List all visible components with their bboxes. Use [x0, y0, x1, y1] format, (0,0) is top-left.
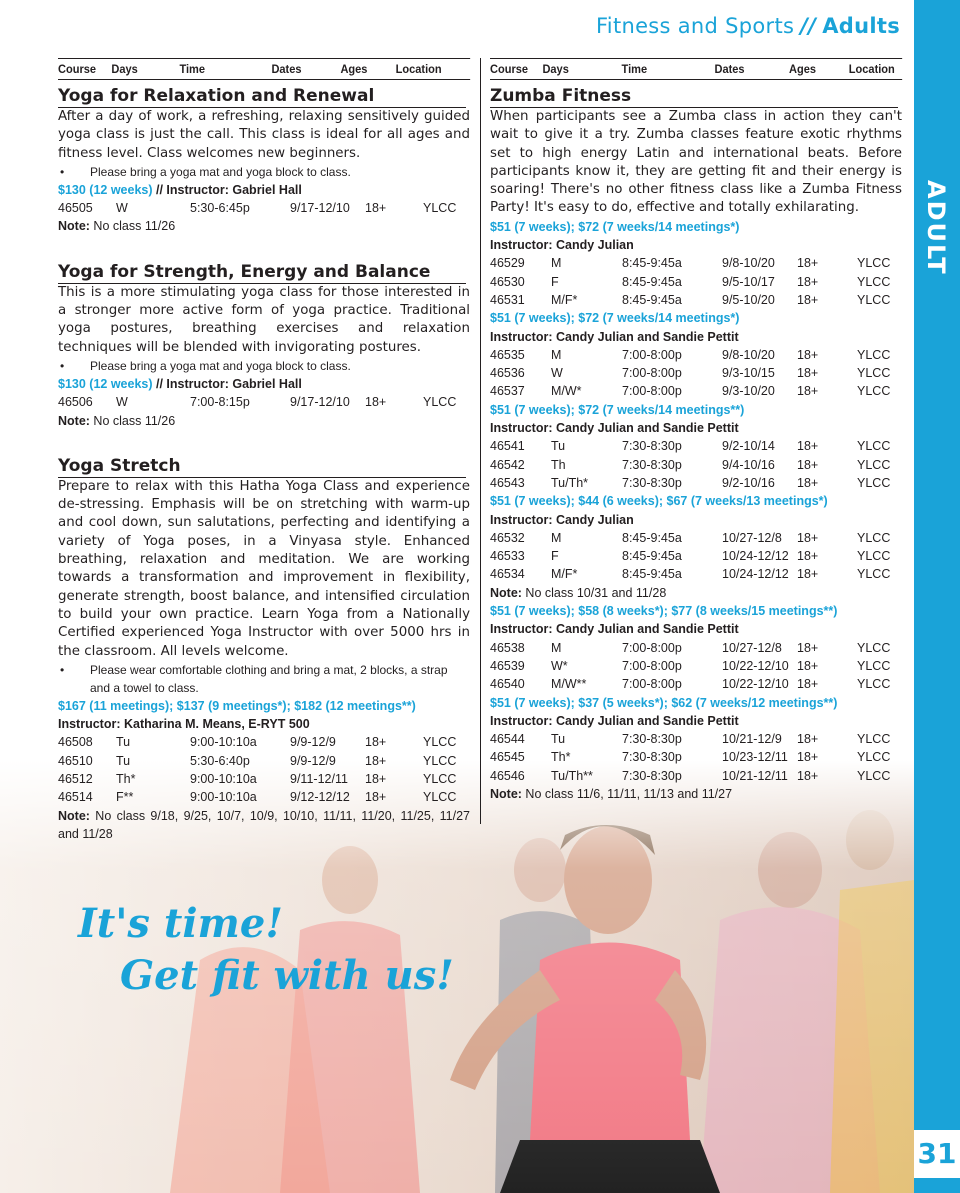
row-ages: 18+	[797, 549, 819, 564]
audience-title: Adults	[822, 14, 900, 38]
table-row	[490, 291, 902, 309]
row-course: 46542	[490, 457, 525, 472]
table-row	[58, 733, 470, 751]
tagline-line-1: It's time!	[78, 900, 283, 947]
course-bullet: • Please bring a yoga mat and yoga block to class.	[58, 357, 470, 375]
page-number: 31	[914, 1130, 960, 1178]
row-ages: 18+	[797, 530, 819, 545]
row-dates: 9/9-12/9	[290, 735, 336, 750]
row-ages: 18+	[797, 292, 819, 307]
row-location: YLCC	[423, 790, 457, 805]
header-time: Time	[621, 62, 648, 76]
table-row	[490, 767, 902, 785]
price-text: $130 (12 weeks)	[58, 376, 153, 391]
row-location: YLCC	[857, 567, 891, 582]
row-dates: 10/27-12/8	[722, 640, 782, 655]
row-dates: 10/24-12/12	[722, 567, 789, 582]
column-divider	[480, 58, 481, 824]
row-time: 7:00-8:00p	[622, 640, 682, 655]
row-days: M	[551, 640, 562, 655]
row-time: 9:00-10:10a	[190, 790, 257, 805]
table-row	[490, 382, 902, 400]
row-time: 8:45-9:45a	[622, 256, 682, 271]
row-location: YLCC	[857, 677, 891, 692]
course-bullet: • Please wear comfortable clothing and bring a mat, 2 blocks, a strap and a towel to class.	[58, 661, 470, 697]
row-course: 46510	[58, 753, 93, 768]
row-location: YLCC	[423, 395, 457, 410]
row-days: Tu	[116, 753, 131, 768]
header-days: Days	[111, 62, 138, 76]
table-row	[490, 748, 902, 766]
row-location: YLCC	[423, 772, 457, 787]
row-ages: 18+	[797, 677, 819, 692]
row-ages: 18+	[797, 366, 819, 381]
course-note	[58, 807, 470, 844]
row-time: 7:00-8:00p	[622, 347, 682, 362]
row-location: YLCC	[423, 201, 457, 216]
row-ages: 18+	[797, 439, 819, 454]
right-column	[490, 58, 902, 803]
row-ages: 18+	[365, 753, 387, 768]
row-course: 46512	[58, 772, 93, 787]
table-row	[490, 675, 902, 693]
left-column	[58, 58, 470, 843]
row-dates: 9/8-10/20	[722, 256, 775, 271]
table-header	[58, 58, 470, 80]
row-course: 46531	[490, 292, 525, 307]
note-text: No class 9/18, 9/25, 10/7, 10/9, 10/10, 11/11, 11/20, 11/25, 11/27 and 11/28	[58, 808, 470, 841]
row-dates: 10/21-12/11	[722, 768, 788, 783]
row-dates: 9/12-12/12	[290, 790, 350, 805]
header-days: Days	[542, 62, 569, 76]
session-instructor: Instructor: Candy Julian and Sandie Pettit	[490, 713, 739, 728]
row-location: YLCC	[857, 530, 891, 545]
row-time: 7:00-8:00p	[622, 677, 682, 692]
row-dates: 9/9-12/9	[290, 753, 336, 768]
row-time: 7:00-8:15p	[190, 395, 250, 410]
row-days: W*	[551, 658, 568, 673]
row-dates: 10/27-12/8	[722, 530, 782, 545]
row-dates: 10/23-12/11	[722, 750, 788, 765]
row-dates: 9/3-10/15	[722, 366, 775, 381]
row-ages: 18+	[797, 768, 819, 783]
row-course: 46535	[490, 347, 525, 362]
row-time: 8:45-9:45a	[622, 530, 682, 545]
row-days: M	[551, 530, 562, 545]
row-course: 46533	[490, 549, 525, 564]
section-title: Fitness and Sports	[595, 14, 795, 38]
row-course: 46545	[490, 750, 525, 765]
row-days: Tu	[551, 439, 566, 454]
table-row	[58, 788, 470, 806]
tagline-line-2: Get fit with us!	[120, 952, 454, 999]
session-price: $51 (7 weeks); $37 (5 weeks*); $62 (7 weeks/12 meetings**)	[490, 695, 838, 710]
row-days: Tu	[551, 732, 566, 747]
course-price	[58, 375, 470, 393]
session-price: $51 (7 weeks); $72 (7 weeks/14 meetings**)	[490, 402, 745, 417]
course-description: This is a more stimulating yoga class for those interested in a stronger more active form of yoga practice. Traditional yoga postures, breathing exercises and relaxation techniques will be blended with invigorating postures.	[58, 284, 470, 355]
row-location: YLCC	[857, 366, 891, 381]
row-days: Tu	[116, 735, 131, 750]
table-row	[58, 752, 470, 770]
row-ages: 18+	[365, 790, 387, 805]
row-time: 7:30-8:30p	[622, 750, 682, 765]
session-price: $51 (7 weeks); $72 (7 weeks/14 meetings*)	[490, 219, 740, 234]
row-time: 7:30-8:30p	[622, 439, 682, 454]
row-time: 7:30-8:30p	[622, 457, 682, 472]
course-title: Yoga Stretch	[58, 456, 466, 478]
note-label: Note:	[58, 808, 90, 823]
table-row	[490, 730, 902, 748]
course-description: Prepare to relax with this Hatha Yoga Class and experience de-stressing. Emphasis will be on stretching with warm-up and cool down, sun salutations, perfecting and identifying a variety of Yoga poses, in a Vinyasa style. Enhanced breathing, relaxation and meditation. We are working towards a transformation and improvement in flexibility, generate strength, boost balance, and intensified circulation to build your own practice. Learn Yoga from a Nationally Certified experienced Yoga Instructor with over 5000 hrs in the classroom. All levels welcome.	[58, 478, 470, 659]
row-time: 9:00-10:10a	[190, 735, 257, 750]
table-row	[490, 474, 902, 492]
row-location: YLCC	[857, 768, 891, 783]
row-days: M	[551, 347, 562, 362]
row-course: 46539	[490, 658, 525, 673]
row-location: YLCC	[857, 439, 891, 454]
price-text: $130 (12 weeks)	[58, 182, 153, 197]
instructor-text: // Instructor: Gabriel Hall	[152, 376, 302, 391]
row-days: M/F*	[551, 292, 578, 307]
header-location: Location	[395, 62, 442, 76]
row-ages: 18+	[797, 640, 819, 655]
table-row	[58, 393, 470, 411]
row-location: YLCC	[857, 457, 891, 472]
table-row	[490, 657, 902, 675]
row-ages: 18+	[797, 274, 819, 289]
header-course: Course	[490, 62, 529, 76]
note-text: No class 11/6, 11/11, 11/13 and 11/27	[521, 786, 733, 801]
course-description: After a day of work, a refreshing, relaxing sensitively guided yoga class is just the call. This class is ideal for all ages and fitness level. Class welcomes new beginners.	[58, 109, 470, 161]
course-price: $167 (11 meetings); $137 (9 meetings*); $182 (12 meetings**)	[58, 698, 416, 713]
course-instructor: Instructor: Katharina M. Means, E-RYT 500	[58, 717, 310, 732]
row-time: 9:00-10:10a	[190, 772, 257, 787]
row-time: 7:00-8:00p	[622, 366, 682, 381]
row-dates: 9/4-10/16	[722, 457, 775, 472]
row-days: W	[551, 366, 563, 381]
row-dates: 9/11-12/11	[290, 772, 348, 787]
row-time: 5:30-6:40p	[190, 753, 250, 768]
table-row	[58, 199, 470, 217]
row-course: 46546	[490, 768, 525, 783]
row-location: YLCC	[857, 475, 891, 490]
row-dates: 9/17-12/10	[290, 395, 350, 410]
header-separator: //	[800, 14, 817, 38]
row-dates: 9/2-10/16	[722, 475, 775, 490]
row-ages: 18+	[797, 475, 819, 490]
table-row	[490, 364, 902, 382]
row-course: 46541	[490, 439, 525, 454]
row-location: YLCC	[857, 384, 891, 399]
row-ages: 18+	[797, 658, 819, 673]
row-days: M/W**	[551, 677, 587, 692]
note-label: Note:	[490, 585, 522, 600]
row-days: M/F*	[551, 567, 578, 582]
row-dates: 9/3-10/20	[722, 384, 775, 399]
session-price: $51 (7 weeks); $58 (8 weeks*); $77 (8 weeks/15 meetings**)	[490, 604, 838, 619]
course-title: Yoga for Strength, Energy and Balance	[58, 262, 466, 284]
row-time: 5:30-6:45p	[190, 201, 250, 216]
row-ages: 18+	[797, 256, 819, 271]
row-days: Tu/Th**	[551, 768, 593, 783]
row-location: YLCC	[857, 658, 891, 673]
row-location: YLCC	[857, 274, 891, 289]
session-instructor: Instructor: Candy Julian	[490, 512, 634, 527]
header-ages: Ages	[340, 62, 368, 76]
header-dates: Dates	[714, 62, 745, 76]
row-dates: 10/24-12/12	[722, 549, 789, 564]
row-location: YLCC	[423, 735, 457, 750]
table-row	[58, 770, 470, 788]
table-header	[490, 58, 902, 80]
table-row	[490, 254, 902, 272]
note-label: Note:	[58, 219, 90, 234]
instructor-text: // Instructor: Gabriel Hall	[152, 182, 302, 197]
row-location: YLCC	[423, 753, 457, 768]
row-ages: 18+	[365, 201, 387, 216]
table-row	[490, 346, 902, 364]
session-instructor: Instructor: Candy Julian and Sandie Pettit	[490, 421, 739, 436]
row-course: 46538	[490, 640, 525, 655]
row-days: M/W*	[551, 384, 582, 399]
session-instructor: Instructor: Candy Julian and Sandie Pettit	[490, 622, 739, 637]
row-days: W	[116, 395, 128, 410]
row-course: 46508	[58, 735, 93, 750]
session-price: $51 (7 weeks); $44 (6 weeks); $67 (7 weeks/13 meetings*)	[490, 494, 828, 509]
course-note	[58, 217, 470, 235]
row-days: Th*	[116, 772, 136, 787]
header-course: Course	[58, 62, 97, 76]
row-dates: 9/5-10/20	[722, 292, 775, 307]
row-course: 46514	[58, 790, 93, 805]
row-time: 7:00-8:00p	[622, 658, 682, 673]
row-days: F	[551, 274, 559, 289]
row-dates: 9/2-10/14	[722, 439, 775, 454]
row-time: 7:30-8:30p	[622, 475, 682, 490]
row-time: 7:00-8:00p	[622, 384, 682, 399]
row-dates: 10/22-12/10	[722, 677, 789, 692]
row-course: 46532	[490, 530, 525, 545]
row-dates: 9/8-10/20	[722, 347, 775, 362]
row-course: 46530	[490, 274, 525, 289]
row-location: YLCC	[857, 549, 891, 564]
header-time: Time	[179, 62, 206, 76]
row-time: 7:30-8:30p	[622, 768, 682, 783]
row-course: 46544	[490, 732, 525, 747]
side-tab	[914, 0, 960, 1193]
row-ages: 18+	[365, 772, 387, 787]
table-row	[490, 565, 902, 583]
row-ages: 18+	[797, 457, 819, 472]
course-price	[58, 181, 470, 199]
row-time: 8:45-9:45a	[622, 549, 682, 564]
course-title: Zumba Fitness	[490, 86, 898, 108]
row-location: YLCC	[857, 732, 891, 747]
header-ages: Ages	[789, 62, 816, 76]
row-location: YLCC	[857, 640, 891, 655]
row-course: 46534	[490, 567, 525, 582]
session-instructor: Instructor: Candy Julian and Sandie Pettit	[490, 329, 739, 344]
row-dates: 9/17-12/10	[290, 201, 350, 216]
note-label: Note:	[58, 413, 90, 428]
row-days: W	[116, 201, 128, 216]
table-row	[490, 639, 902, 657]
course-title: Yoga for Relaxation and Renewal	[58, 86, 466, 108]
row-location: YLCC	[857, 256, 891, 271]
note-label: Note:	[490, 786, 522, 801]
session-note	[490, 584, 902, 602]
row-time: 7:30-8:30p	[622, 732, 682, 747]
row-time: 8:45-9:45a	[622, 292, 682, 307]
row-days: F**	[116, 790, 134, 805]
row-time: 8:45-9:45a	[622, 274, 682, 289]
course-bullet: • Please bring a yoga mat and yoga block to class.	[58, 163, 470, 181]
row-dates: 10/21-12/9	[722, 732, 782, 747]
row-course: 46506	[58, 395, 93, 410]
row-location: YLCC	[857, 292, 891, 307]
row-days: F	[551, 549, 559, 564]
row-dates: 9/5-10/17	[722, 274, 775, 289]
row-course: 46529	[490, 256, 525, 271]
header-dates: Dates	[271, 62, 302, 76]
table-row	[490, 547, 902, 565]
session-price: $51 (7 weeks); $72 (7 weeks/14 meetings*)	[490, 311, 740, 326]
row-ages: 18+	[365, 395, 387, 410]
note-text: No class 10/31 and 11/28	[521, 585, 667, 600]
row-course: 46540	[490, 677, 525, 692]
row-course: 46505	[58, 201, 93, 216]
row-course: 46536	[490, 366, 525, 381]
page-header	[596, 14, 900, 38]
table-row	[490, 456, 902, 474]
tagline	[78, 898, 454, 1002]
side-tab-label: ADULT	[922, 180, 950, 276]
zumba-sessions	[490, 218, 902, 804]
course-note	[58, 412, 470, 430]
row-days: Th	[551, 457, 566, 472]
table-row	[490, 437, 902, 455]
row-ages: 18+	[797, 567, 819, 582]
note-text: No class 11/26	[89, 219, 176, 234]
row-days: Th*	[551, 750, 571, 765]
row-time: 8:45-9:45a	[622, 567, 682, 582]
table-row	[490, 529, 902, 547]
course-description: When participants see a Zumba class in action they can't wait to give it a try. Zumba classes feature exotic rhythms set to high energy Latin and international beats. Before participants know it, they are getting fit and their energy is soaring! There's no other fitness class like a Zumba Fitness Party! It's easy to do, effective and totally exhilarating.	[490, 109, 902, 216]
table-row	[490, 273, 902, 291]
row-location: YLCC	[857, 750, 891, 765]
note-text: No class 11/26	[89, 413, 176, 428]
row-days: Tu/Th*	[551, 475, 589, 490]
row-ages: 18+	[797, 384, 819, 399]
row-ages: 18+	[797, 347, 819, 362]
row-location: YLCC	[857, 347, 891, 362]
row-ages: 18+	[797, 750, 819, 765]
header-location: Location	[848, 62, 895, 76]
row-course: 46543	[490, 475, 525, 490]
row-ages: 18+	[365, 735, 387, 750]
row-days: M	[551, 256, 562, 271]
row-dates: 10/22-12/10	[722, 658, 789, 673]
row-course: 46537	[490, 384, 525, 399]
session-note	[490, 785, 902, 803]
session-instructor: Instructor: Candy Julian	[490, 238, 634, 253]
row-ages: 18+	[797, 732, 819, 747]
